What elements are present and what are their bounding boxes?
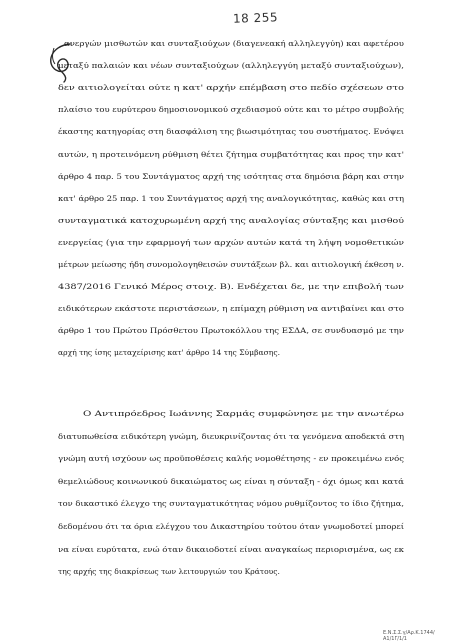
text-line: αρχή της ίσης μεταχείρισης κατ' άρθρο 14 της Σύμβασης. [58, 348, 281, 358]
text-line: θεμελιώδους κοινωνικού δικαιώματος ως είναι η σύνταξη - όχι όμως και κατά [58, 476, 404, 486]
text-line: δεν αιτιολογείται ούτε η κατ' αρχήν επέμβαση στο πεδίο σχέσεων στο [58, 83, 404, 93]
text-line: 4387/2016 Γενικό Μέρος στοιχ. Β). Ενδέχεται δε, με την επιβολή των [58, 282, 404, 292]
text-line: άρθρο 4 παρ. 5 του Συντάγματος αρχή της ισότητας στα δημόσια βάρη και στην [58, 171, 404, 181]
text-line: ειδικότερων εκάστοτε περιστάσεων, η επίμαχη ρύθμιση να αντιβαίνει και στο [58, 304, 404, 314]
text-line: της αρχής της διακρίσεως των λειτουργιών του Κράτους. [58, 567, 280, 577]
text-line: ενεργείας (για την εφαρμογή των αρχών αυτών κατά τη λήψη νομοθετικών [58, 237, 404, 247]
text-line: πλαίσιο του ευρύτερου δημοσιονομικού σχεδιασμού ούτε και το μέτρο συμβολής [58, 105, 404, 115]
text-line: Ο Αντιπρόεδρος Ιωάννης Σαρμάς συμφώνησε με την ανωτέρω [83, 409, 404, 418]
text-line: να είναι ευρύτατα, ενώ όταν δικαιοδοτεί είναι αναγκαίως περιορισμένα, ως εκ [58, 544, 404, 554]
text-line: μεταξύ παλαιών και νέων συνταξιούχων (αλληλεγγύη μεταξύ συνταξιούχων), [58, 61, 404, 71]
text-line: έκαστης κατηγορίας στη διασφάλιση της βιωσιμότητας του συστήματος. Ενόψει [58, 127, 404, 137]
text-line: διατυπωθείσα ειδικότερη γνώμη, διευκρινίζοντας ότι τα γενόμενα αποδεκτά στη [58, 431, 404, 441]
text-line: γνώμη αυτή ισχύουν ως προϋποθέσεις καλής νομοθέτησης - εν προκειμένω ενός [58, 454, 404, 464]
text-line: δεδομένου ότι τα όρια ελέγχου του Δικαστηρίου τούτου όταν γνωμοδοτεί μπορεί [58, 522, 404, 531]
text-line: μέτρων μείωσης ήδη συνομολογηθεισών συντάξεων βλ. και αιτιολογική έκθεση ν. [58, 260, 404, 269]
text-line: συνταγματικά κατοχυρωμένη αρχή της αναλογίας σύνταξης και μισθού [58, 215, 404, 225]
text-line: άρθρο 1 του Πρώτου Πρόσθετου Πρωτοκόλλου της ΕΣΔΑ, σε συνδυασμό με την [58, 326, 404, 336]
page-number: 18 255 [232, 10, 279, 26]
text-line: κατ' άρθρο 25 παρ. 1 του Συντάγματος αρχή της αναλογικότητας, καθώς και στη [58, 193, 404, 203]
text-line: τον δικαστικό έλεγχο της συνταγματικότητας νόμου ρυθμίζοντος το ίδιο ζήτημα, [58, 499, 404, 509]
text-line: ανεργών μισθωτών και συνταξιούχων (διαγενεακή αλληλεγγύη) και αφετέρου [64, 39, 404, 48]
footer-reference: Ε.Ν.Σ.Σ.γ/Αρ.Κ.1744/Α1/1Γ/1/1 [383, 630, 435, 642]
text-line: αυτών, η προτεινόμενη ρύθμιση θέτει ζήτημα συμβατότητας και προς την κατ' [58, 149, 404, 159]
